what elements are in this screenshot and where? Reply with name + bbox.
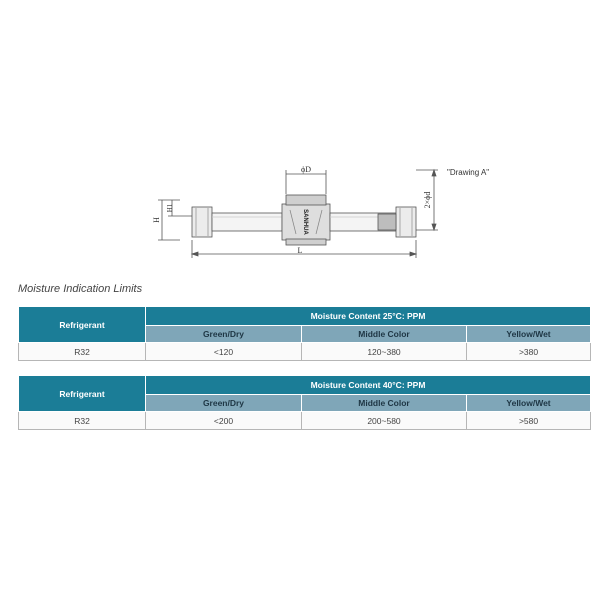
left-fitting bbox=[192, 207, 212, 237]
column-header-yellow-wet: Yellow/Wet bbox=[467, 326, 591, 343]
brand-mark: SANHUA bbox=[302, 209, 308, 235]
section-title: Moisture Indication Limits bbox=[18, 283, 143, 295]
moisture-table-40c bbox=[18, 375, 591, 430]
yellow-wet-cell: >580 bbox=[467, 412, 591, 430]
refrigerant-cell: R32 bbox=[19, 343, 146, 361]
yellow-wet-cell: >380 bbox=[467, 343, 591, 361]
refrigerant-header: Refrigerant bbox=[19, 307, 146, 343]
column-header-middle-color: Middle Color bbox=[302, 326, 467, 343]
column-header-green-dry: Green/Dry bbox=[146, 326, 302, 343]
column-header-middle-color: Middle Color bbox=[302, 395, 467, 412]
table-row bbox=[19, 343, 591, 361]
label-2x-phi-d: 2×ϕd bbox=[423, 191, 432, 209]
right-fitting bbox=[396, 207, 416, 237]
moisture-table-25c bbox=[18, 306, 591, 361]
green-dry-cell: <200 bbox=[146, 412, 302, 430]
middle-color-cell: 200~580 bbox=[302, 412, 467, 430]
top-cap bbox=[286, 195, 326, 205]
moisture-header: Moisture Content 40°C: PPM bbox=[146, 376, 591, 395]
refrigerant-header: Refrigerant bbox=[19, 376, 146, 412]
column-header-yellow-wet: Yellow/Wet bbox=[467, 395, 591, 412]
refrigerant-cell: R32 bbox=[19, 412, 146, 430]
green-dry-cell: <120 bbox=[146, 343, 302, 361]
table-row bbox=[19, 412, 591, 430]
left-tube bbox=[212, 213, 282, 231]
drawing-caption: "Drawing A" bbox=[447, 168, 490, 177]
label-H1: H1 bbox=[166, 203, 174, 213]
label-L: L bbox=[297, 246, 303, 255]
label-phi-D: ϕD bbox=[301, 165, 311, 174]
label-H: H bbox=[152, 217, 161, 223]
column-header-green-dry: Green/Dry bbox=[146, 395, 302, 412]
moisture-header: Moisture Content 25°C: PPM bbox=[146, 307, 591, 326]
middle-color-cell: 120~380 bbox=[302, 343, 467, 361]
